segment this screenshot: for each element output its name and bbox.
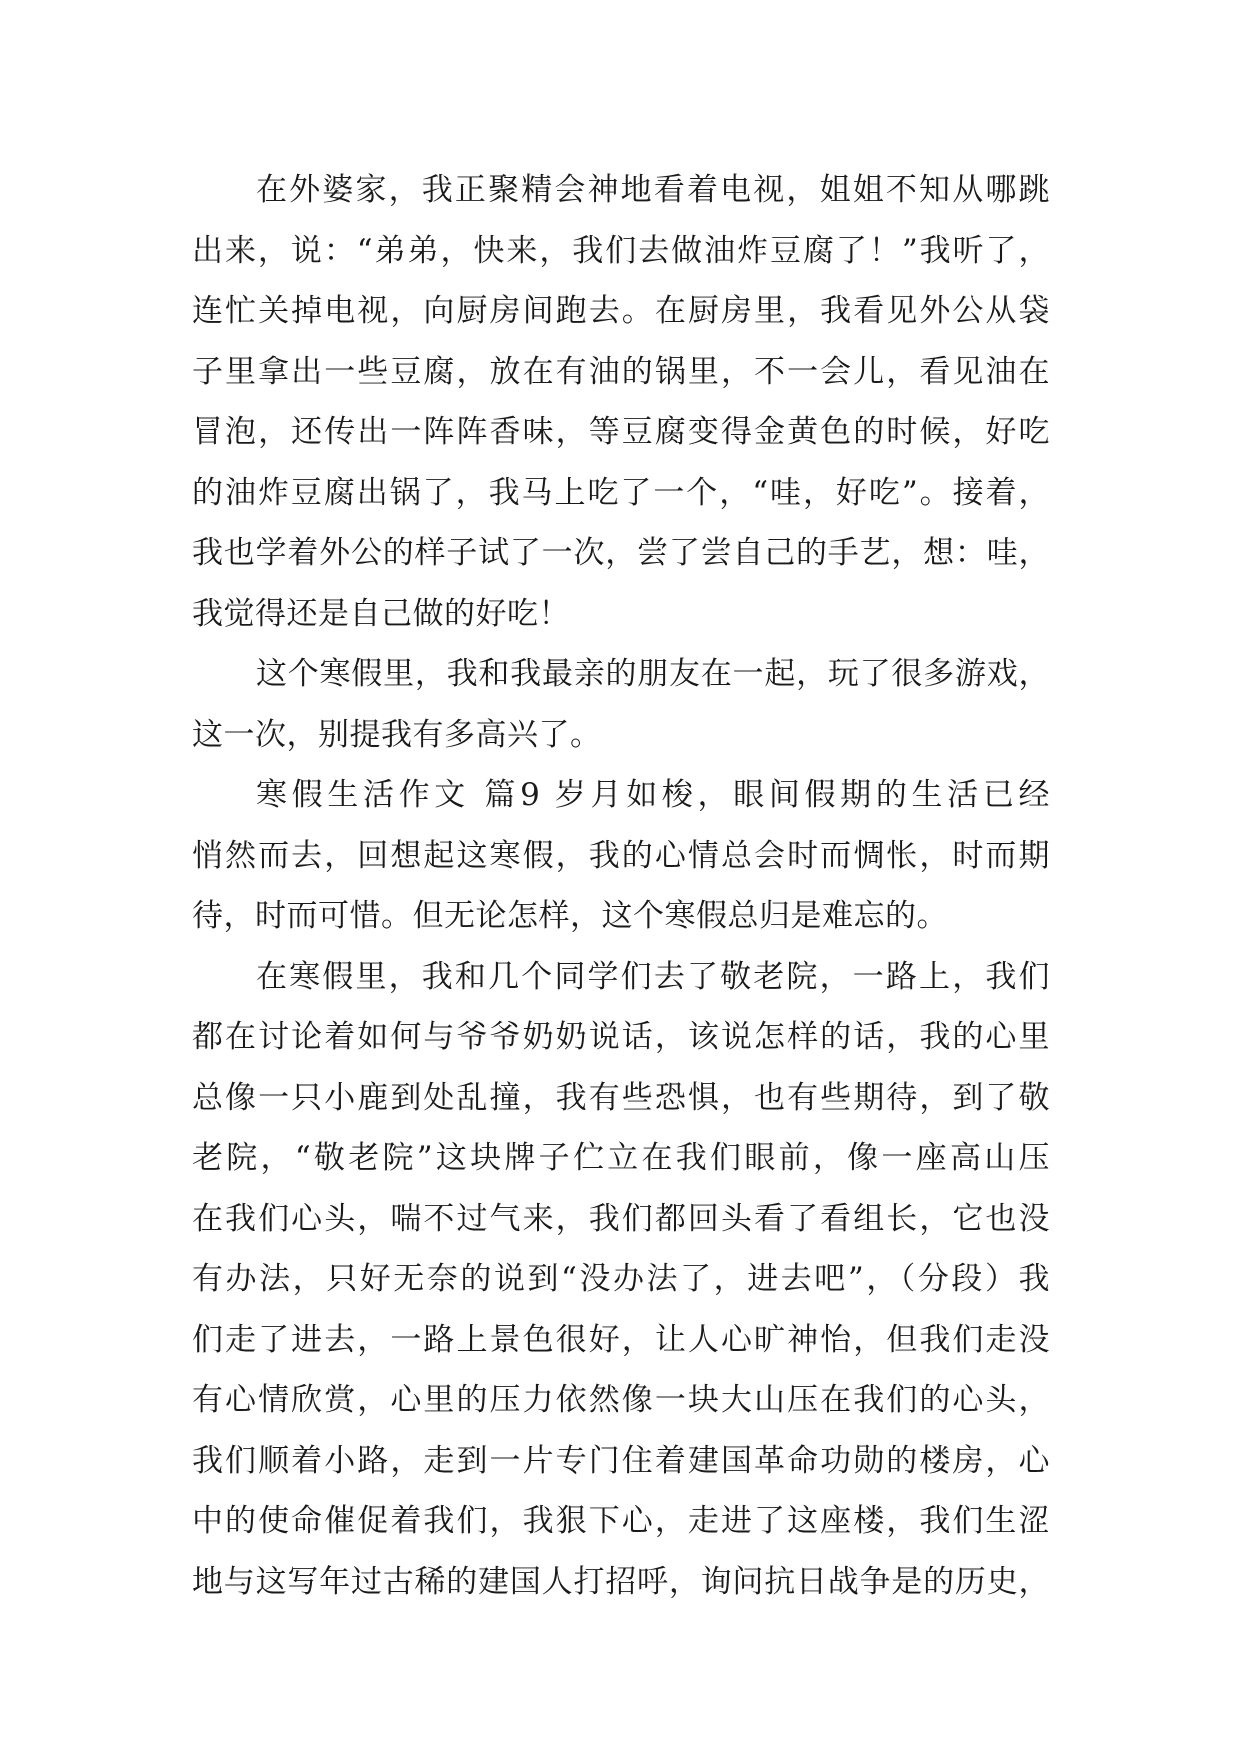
text-line: 我觉得还是自己做的好吃！ <box>192 595 570 632</box>
text-line: 在外婆家，我正聚精会神地看着电视，姐姐不知从哪跳 <box>256 172 1050 208</box>
text-line: 连忙关掉电视，向厨房间跑去。在厨房里，我看见外公从袋 <box>192 293 1050 329</box>
text-line: 这个寒假里，我和我最亲的朋友在一起，玩了很多游戏， <box>256 656 1050 692</box>
text-line: 都在讨论着如何与爷爷奶奶说话，该说怎样的话，我的心里 <box>192 1019 1050 1055</box>
text-line: 寒假生活作文 篇9 岁月如梭，眼间假期的生活已经 <box>256 777 1050 813</box>
text-line: 冒泡，还传出一阵阵香味，等豆腐变得金黄色的时候，好吃 <box>192 414 1050 450</box>
document-body <box>192 160 1050 1612</box>
text-line: 在我们心头，喘不过气来，我们都回头看了看组长，它也没 <box>192 1200 1050 1237</box>
text-line: 们走了进去，一路上景色很好，让人心旷神怡，但我们走没 <box>192 1321 1050 1358</box>
text-line: 老院，“敬老院”这块牌子伫立在我们眼前，像一座高山压 <box>192 1140 1050 1176</box>
text-line: 这一次，别提我有多高兴了。 <box>192 716 602 753</box>
text-line: 有心情欣赏，心里的压力依然像一块大山压在我们的心头， <box>192 1382 1050 1418</box>
text-line: 的油炸豆腐出锅了，我马上吃了一个，“哇，好吃”。接着， <box>192 474 1050 511</box>
text-line: 子里拿出一些豆腐，放在有油的锅里，不一会儿，看见油在 <box>192 353 1050 390</box>
text-line: 待，时而可惜。但无论怎样，这个寒假总归是难忘的。 <box>192 898 948 934</box>
text-line: 在寒假里，我和几个同学们去了敬老院，一路上，我们 <box>256 958 1050 995</box>
text-line: 我也学着外公的样子试了一次，尝了尝自己的手艺，想：哇， <box>192 535 1050 571</box>
text-line: 我们顺着小路，走到一片专门住着建国革命功勋的楼房，心 <box>192 1442 1050 1479</box>
text-line: 悄然而去，回想起这寒假，我的心情总会时而惆怅，时而期 <box>192 837 1050 874</box>
text-line: 出来，说：“弟弟，快来，我们去做油炸豆腐了！”我听了， <box>192 232 1050 269</box>
text-line: 地与这写年过古稀的建国人打招呼，询问抗日战争是的历史， <box>192 1563 1050 1600</box>
text-line: 总像一只小鹿到处乱撞，我有些恐惧，也有些期待，到了敬 <box>192 1079 1050 1116</box>
text-line: 中的使命催促着我们，我狠下心，走进了这座楼，我们生涩 <box>192 1503 1050 1539</box>
text-line: 有办法，只好无奈的说到“没办法了，进去吧”，（分段）我 <box>192 1261 1050 1297</box>
